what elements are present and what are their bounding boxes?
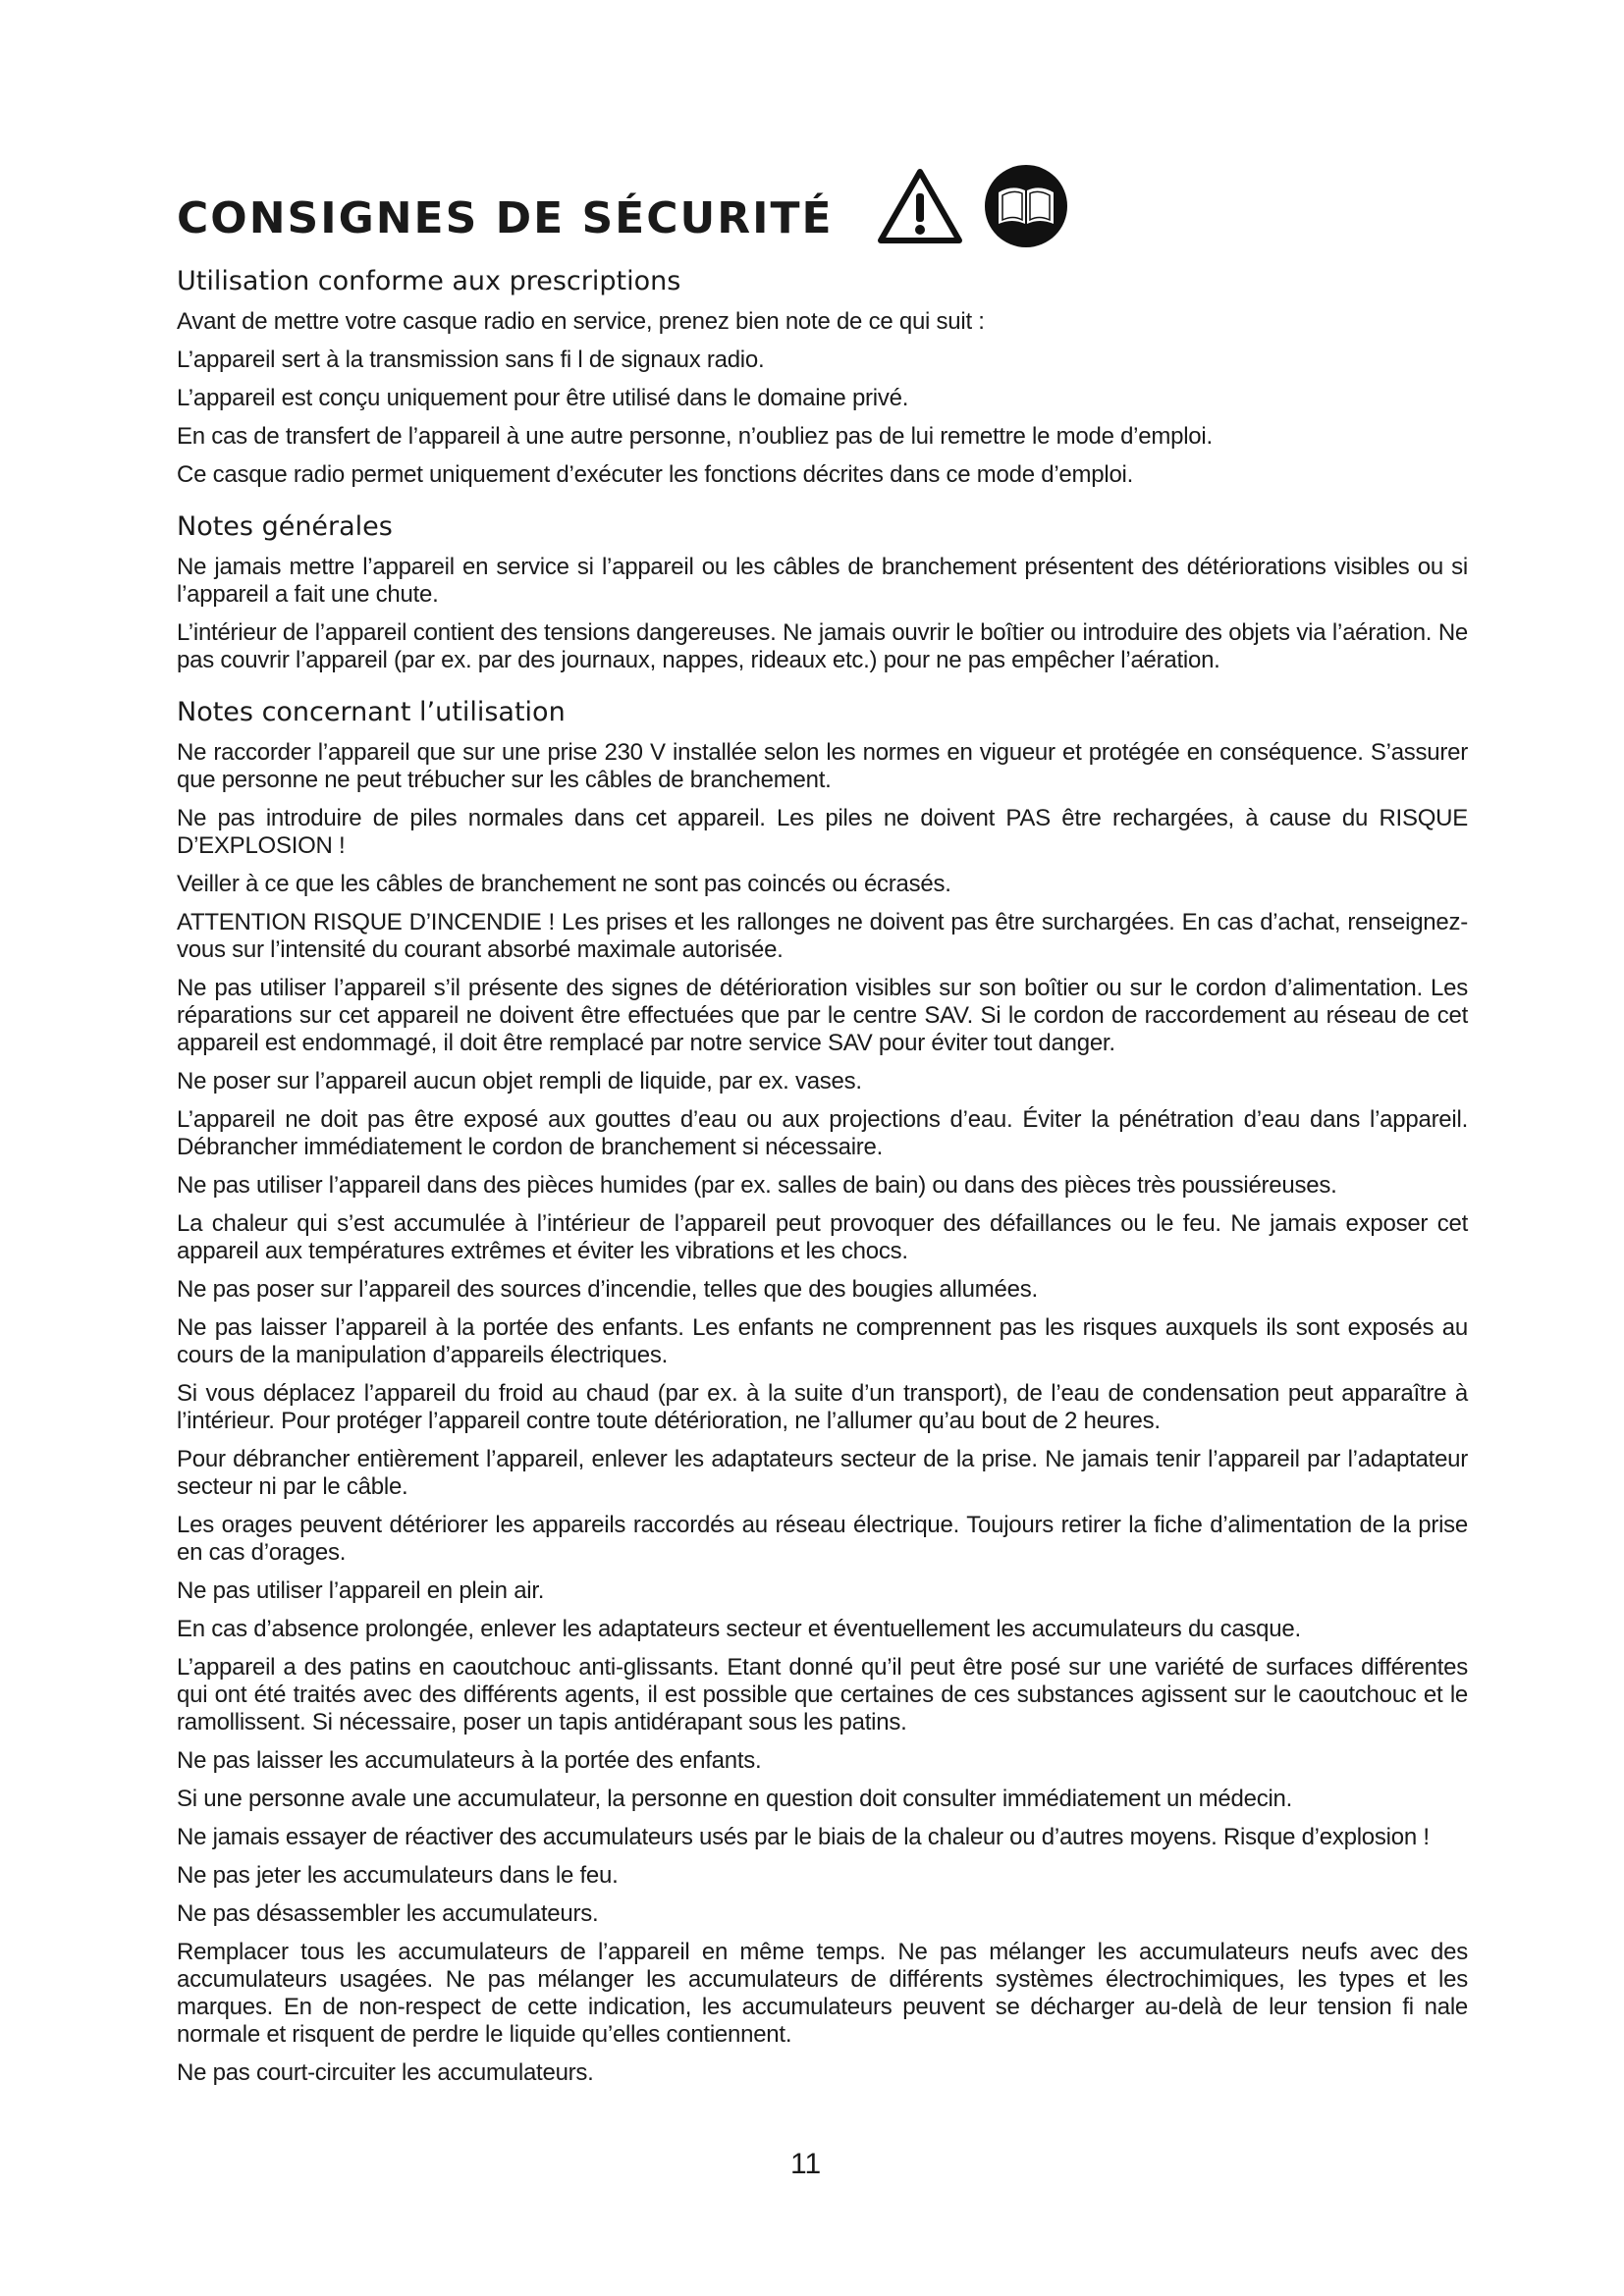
sections-container [177, 265, 1468, 2087]
paragraph: Ne pas laisser l’appareil à la portée des enfants. Les enfants ne comprennent pas les risques auxquels ils sont exposés au cours de la manipulation d’appareils électriques. [177, 1314, 1468, 1368]
paragraph: Ne pas poser sur l’appareil des sources d’incendie, telles que des bougies allumées. [177, 1276, 1038, 1303]
paragraph: Les orages peuvent détériorer les appareils raccordés au réseau électrique. Toujours retirer la fiche d’alimentation de la prise en cas d’orages. [177, 1512, 1468, 1566]
paragraph: L’appareil a des patins en caoutchouc anti-glissants. Etant donné qu’il peut être posé sur une variété de surfaces différentes qui ont été traités avec des différents agents, il est possible que certaines de ces substances agissent sur le caoutchouc et le ramollissent. Si nécessaire, poser un tapis antidérapant sous les patins. [177, 1654, 1468, 1735]
paragraph: L’appareil sert à la transmission sans fi l de signaux radio. [177, 347, 765, 373]
paragraph: En cas d’absence prolongée, enlever les adaptateurs secteur et éventuellement les accumulateurs du casque. [177, 1616, 1301, 1642]
paragraph: ATTENTION RISQUE D’INCENDIE ! Les prises et les rallonges ne doivent pas être surchargées. En cas d’achat, renseignez-vous sur l’intensité du courant absorbé maximale autorisée. [177, 909, 1468, 963]
page-number: 11 [790, 2148, 822, 2180]
warning-icon [875, 166, 965, 246]
paragraph: Ne poser sur l’appareil aucun objet rempli de liquide, par ex. vases. [177, 1068, 862, 1095]
paragraph: Ce casque radio permet uniquement d’exécuter les fonctions décrites dans ce mode d’emploi. [177, 461, 1134, 488]
paragraph: Veiller à ce que les câbles de branchement ne sont pas coincés ou écrasés. [177, 871, 951, 897]
paragraph: Ne pas utiliser l’appareil s’il présente des signes de détérioration visibles sur son boîtier ou sur le cordon d’alimentation. Les réparations sur cet appareil ne doivent être effectuées que par le centre SAV. Si le cordon de raccordement au réseau de cet appareil est endommagé, il doit être remplacé par notre service SAV pour éviter tout danger. [177, 975, 1468, 1056]
paragraph: En cas de transfert de l’appareil à une autre personne, n’oubliez pas de lui remettre le mode d’emploi. [177, 423, 1213, 450]
paragraph: Ne pas introduire de piles normales dans cet appareil. Les piles ne doivent PAS être rechargées, à cause du RISQUE D’EXPLOSION ! [177, 805, 1468, 859]
document-page [177, 147, 1468, 2098]
paragraph: Ne pas laisser les accumulateurs à la portée des enfants. [177, 1747, 762, 1774]
paragraph: L’appareil est conçu uniquement pour être utilisé dans le domaine privé. [177, 385, 909, 411]
paragraph: Ne pas court-circuiter les accumulateurs. [177, 2059, 594, 2086]
paragraph: L’appareil ne doit pas être exposé aux gouttes d’eau ou aux projections d’eau. Éviter la pénétration d’eau dans l’appareil. Débrancher immédiatement le cordon de branchement si nécessaire. [177, 1106, 1468, 1160]
paragraph: Remplacer tous les accumulateurs de l’appareil en même temps. Ne pas mélanger les accumulateurs neufs avec des accumulateurs usagées. Ne pas mélanger les accumulateurs de différents systèmes électrochimiques, les types et les marques. En de non-respect de cette indication, les accumulateurs peuvent se décharger au-delà de leur tension fi nale normale et risquent de perdre le liquide qu’elles contiennent. [177, 1939, 1468, 2048]
paragraph: Ne pas jeter les accumulateurs dans le feu. [177, 1862, 619, 1889]
paragraph: Ne raccorder l’appareil que sur une prise 230 V installée selon les normes en vigueur et protégée en conséquence. S’assurer que personne ne peut trébucher sur les câbles de branchement. [177, 739, 1468, 793]
paragraph: Pour débrancher entièrement l’appareil, enlever les adaptateurs secteur de la prise. Ne jamais tenir l’appareil par l’adaptateur secteur ni par le câble. [177, 1446, 1468, 1500]
section-heading: Utilisation conforme aux prescriptions [177, 266, 681, 296]
title-icons [875, 163, 1069, 249]
paragraph: Avant de mettre votre casque radio en service, prenez bien note de ce qui suit : [177, 308, 985, 335]
paragraph: L’intérieur de l’appareil contient des tensions dangereuses. Ne jamais ouvrir le boîtier ou introduire des objets via l’aération. Ne pas couvrir l’appareil (par ex. par des journaux, nappes, rideaux etc.) pour ne pas empêcher l’aération. [177, 619, 1468, 673]
section-heading: Notes générales [177, 511, 393, 542]
paragraph: Si une personne avale une accumulateur, la personne en question doit consulter immédiatement un médecin. [177, 1786, 1293, 1812]
page-title: CONSIGNES DE SÉCURITÉ [177, 192, 834, 243]
paragraph: Ne pas désassembler les accumulateurs. [177, 1900, 599, 1927]
paragraph: Ne pas utiliser l’appareil en plein air. [177, 1577, 545, 1604]
paragraph: Ne jamais essayer de réactiver des accumulateurs usés par le biais de la chaleur ou d’autres moyens. Risque d’explosion ! [177, 1824, 1430, 1850]
paragraph: La chaleur qui s’est accumulée à l’intérieur de l’appareil peut provoquer des défaillances ou le feu. Ne jamais exposer cet appareil aux températures extrêmes et éviter les vibrations et les chocs. [177, 1210, 1468, 1264]
paragraph: Si vous déplacez l’appareil du froid au chaud (par ex. à la suite d’un transport), de l’eau de condensation peut apparaître à l’intérieur. Pour protéger l’appareil contre toute détérioration, ne l’allumer qu’au bout de 2 heures. [177, 1380, 1468, 1434]
paragraph: Ne jamais mettre l’appareil en service si l’appareil ou les câbles de branchement présentent des détériorations visibles ou si l’appareil a fait une chute. [177, 554, 1468, 608]
title-row [177, 147, 1468, 265]
manual-book-icon [983, 163, 1069, 249]
section-heading: Notes concernant l’utilisation [177, 697, 566, 727]
paragraph: Ne pas utiliser l’appareil dans des pièces humides (par ex. salles de bain) ou dans des pièces très poussiéreuses. [177, 1172, 1337, 1199]
